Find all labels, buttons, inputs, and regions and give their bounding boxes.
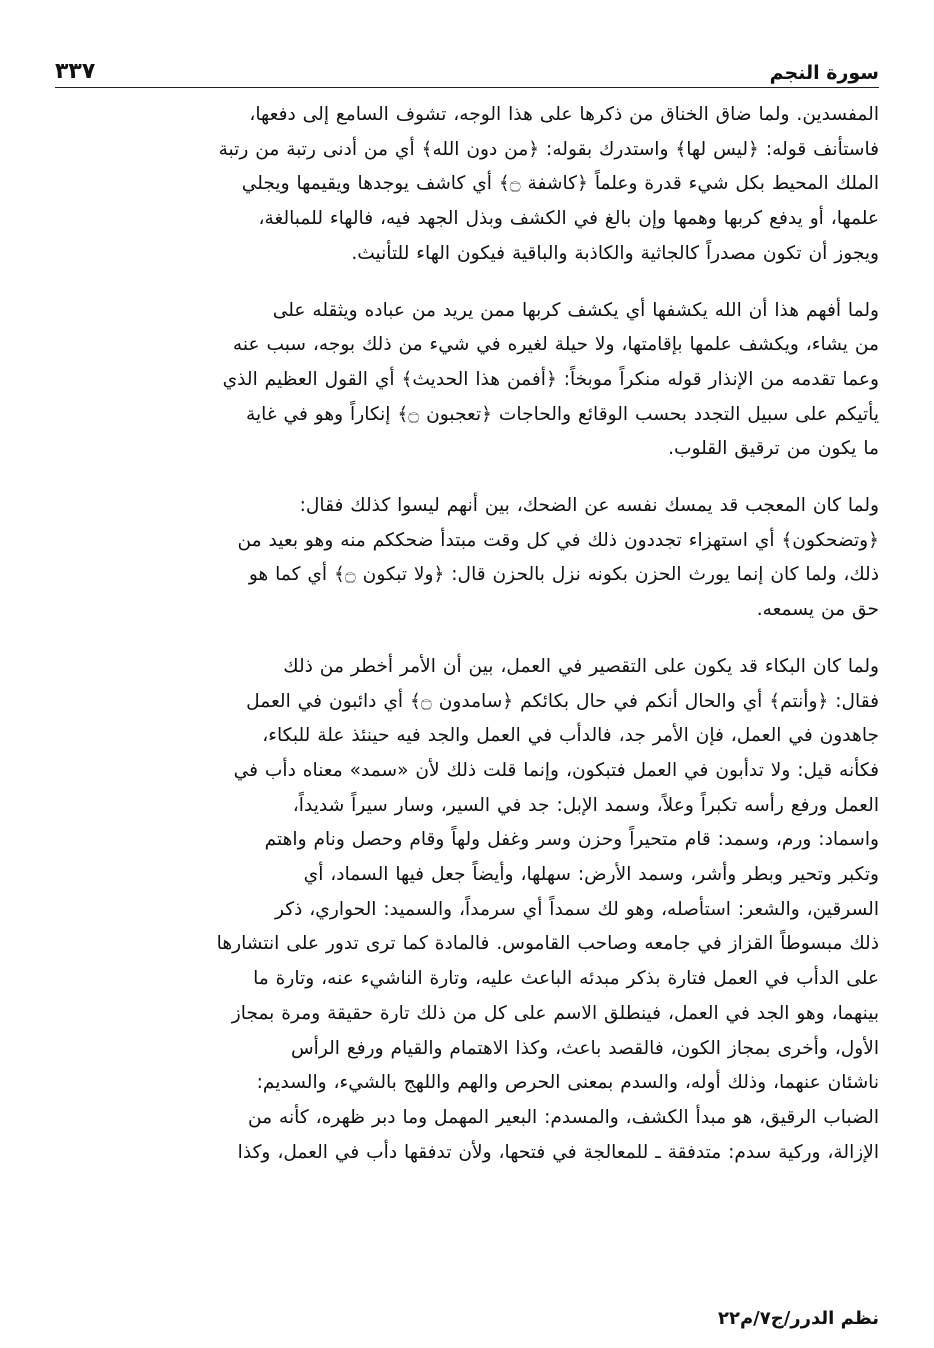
text-line: ناشئان عنهما، وذلك أوله، والسدم بمعنى الحرص والهم واللهج بالشيء، والسديم: <box>256 1072 879 1094</box>
surah-title: سورة النجم <box>769 62 879 84</box>
text-line: فقال: ﴿وأنتم﴾ أي والحال أنكم في حال بكائكم ﴿سامدون ۝﴾ أي دائبون في العمل <box>246 690 879 712</box>
text-line: واسماد: ورم، وسمد: قام متحيراً وحزن وسر وغفل ولهاً وقام وحصل ونام واهتم <box>264 829 879 851</box>
text-line: وتكبر وتحير وبطر وأشر، وسمد الأرض: سهلها، وأيضاً جعل فيها السماد، أي <box>303 864 879 886</box>
text-line: فكأنه قيل: ولا تدأبون في العمل فتبكون، وإنما قلت ذلك لأن «سمد» معناه دأب في <box>233 759 879 781</box>
text-line: فاستأنف قوله: ﴿ليس لها﴾ واستدرك بقوله: ﴿من دون الله﴾ أي من أدنى رتبة من رتبة <box>218 138 879 160</box>
footer-signature: نظم الدرر/ج٧/م٢٢ <box>717 1308 879 1329</box>
paragraph <box>55 650 879 1171</box>
text-line: ذلك مبسوطاً القزاز في جامعه وصاحب القاموس. فالمادة كما ترى تدور على انتشارها <box>216 933 879 955</box>
text-line: من يشاء، ويكشف علمها بإقامتها، ولا حيلة لغيره في شيء من ذلك بوجه، سبب عنه <box>232 334 879 356</box>
page-number: ٣٣٧ <box>55 59 96 84</box>
text-line: ويجوز أن تكون مصدراً كالجاثية والكاذبة والباقية فيكون الهاء للتأنيث. <box>351 242 879 264</box>
text-line: ذلك، ولما كان إنما يورث الحزن بكونه نزل بالحزن قال: ﴿ولا تبكون ۝﴾ أي كما هو <box>248 564 879 586</box>
text-line: ما يكون من ترقيق القلوب. <box>668 438 879 460</box>
text-line: الإزالة، وركية سدم: متدفقة ـ للمعالجة في فتحها، ولأن تدفقها دأب في العمل، وكذا <box>237 1141 879 1163</box>
book-page <box>55 40 879 1348</box>
paragraph <box>55 489 879 628</box>
text-line: وعما تقدمه من الإنذار قوله منكراً موبخاً: ﴿أفمن هذا الحديث﴾ أي القول العظيم الذي <box>222 368 879 390</box>
text-line: المفسدين. ولما ضاق الخناق من ذكرها على هذا الوجه، تشوف السامع إلى دفعها، <box>249 104 879 125</box>
text-line: الملك المحيط بكل شيء قدرة وعلماً ﴿كاشفة ۝﴾ أي كاشف يوجدها ويقيمها ويجلي <box>241 173 879 195</box>
text-line: على الدأب في العمل فتارة بذكر مبدئه الباعث عليه، وتارة الناشيء عنه، وتارة ما <box>253 968 879 990</box>
running-header <box>55 40 879 88</box>
text-line: الأول، وأخرى بمجاز الكون، فالقصد باعث، وكذا الاهتمام والقيام ورفع الرأس <box>290 1037 879 1059</box>
text-line: ﴿وتضحكون﴾ أي استهزاء تجددون ذلك في كل وقت مبتدأ ضحككم منه وهو بعيد من <box>237 529 879 551</box>
text-line: ولما كان المعجب قد يمسك نفسه عن الضحك، بين أنهم ليسوا كذلك فقال: <box>299 495 879 517</box>
body-text <box>55 98 879 1170</box>
text-line: جاهدون في العمل، فإن الأمر جد، فالدأب في العمل والجد فيه حينئذ علة للبكاء، <box>262 725 879 747</box>
text-line: حق من يسمعه. <box>756 599 879 621</box>
text-line: ولما كان البكاء قد يكون على التقصير في العمل، بين أن الأمر أخطر من ذلك <box>283 655 879 677</box>
text-line: يأتيكم على سبيل التجدد بحسب الوقائع والحاجات ﴿تعجبون ۝﴾ إنكاراً وهو في غاية <box>246 403 879 425</box>
text-line: ولما أفهم هذا أن الله يكشفها أي يكشف كربها ممن يريد من عباده ويثقله على <box>272 299 879 321</box>
text-line: علمها، أو يدفع كربها وهمها وإن بالغ في الكشف وبذل الجهد فيه، فالهاء للمبالغة، <box>258 208 879 230</box>
text-line: بينهما، وهو الجد في العمل، فينطلق الاسم على كل من ذلك تارة حقيقة ومرة بمجاز <box>231 1002 879 1024</box>
paragraph <box>55 98 879 272</box>
text-line: الضباب الرقيق، هو مبدأ الكشف، والمسدم: البعير المهمل وما دبر ظهره، كأنه من <box>247 1106 879 1128</box>
paragraph <box>55 294 879 468</box>
text-line: العمل ورفع رأسه تكبراً وعلاً، وسمد الإبل: جد في السير، وسار سيراً شديداً، <box>292 794 879 816</box>
text-line: السرقين، والشعر: استأصله، وهو لك سمداً أي سرمداً، والسميد: الحواري، ذكر <box>274 898 879 920</box>
